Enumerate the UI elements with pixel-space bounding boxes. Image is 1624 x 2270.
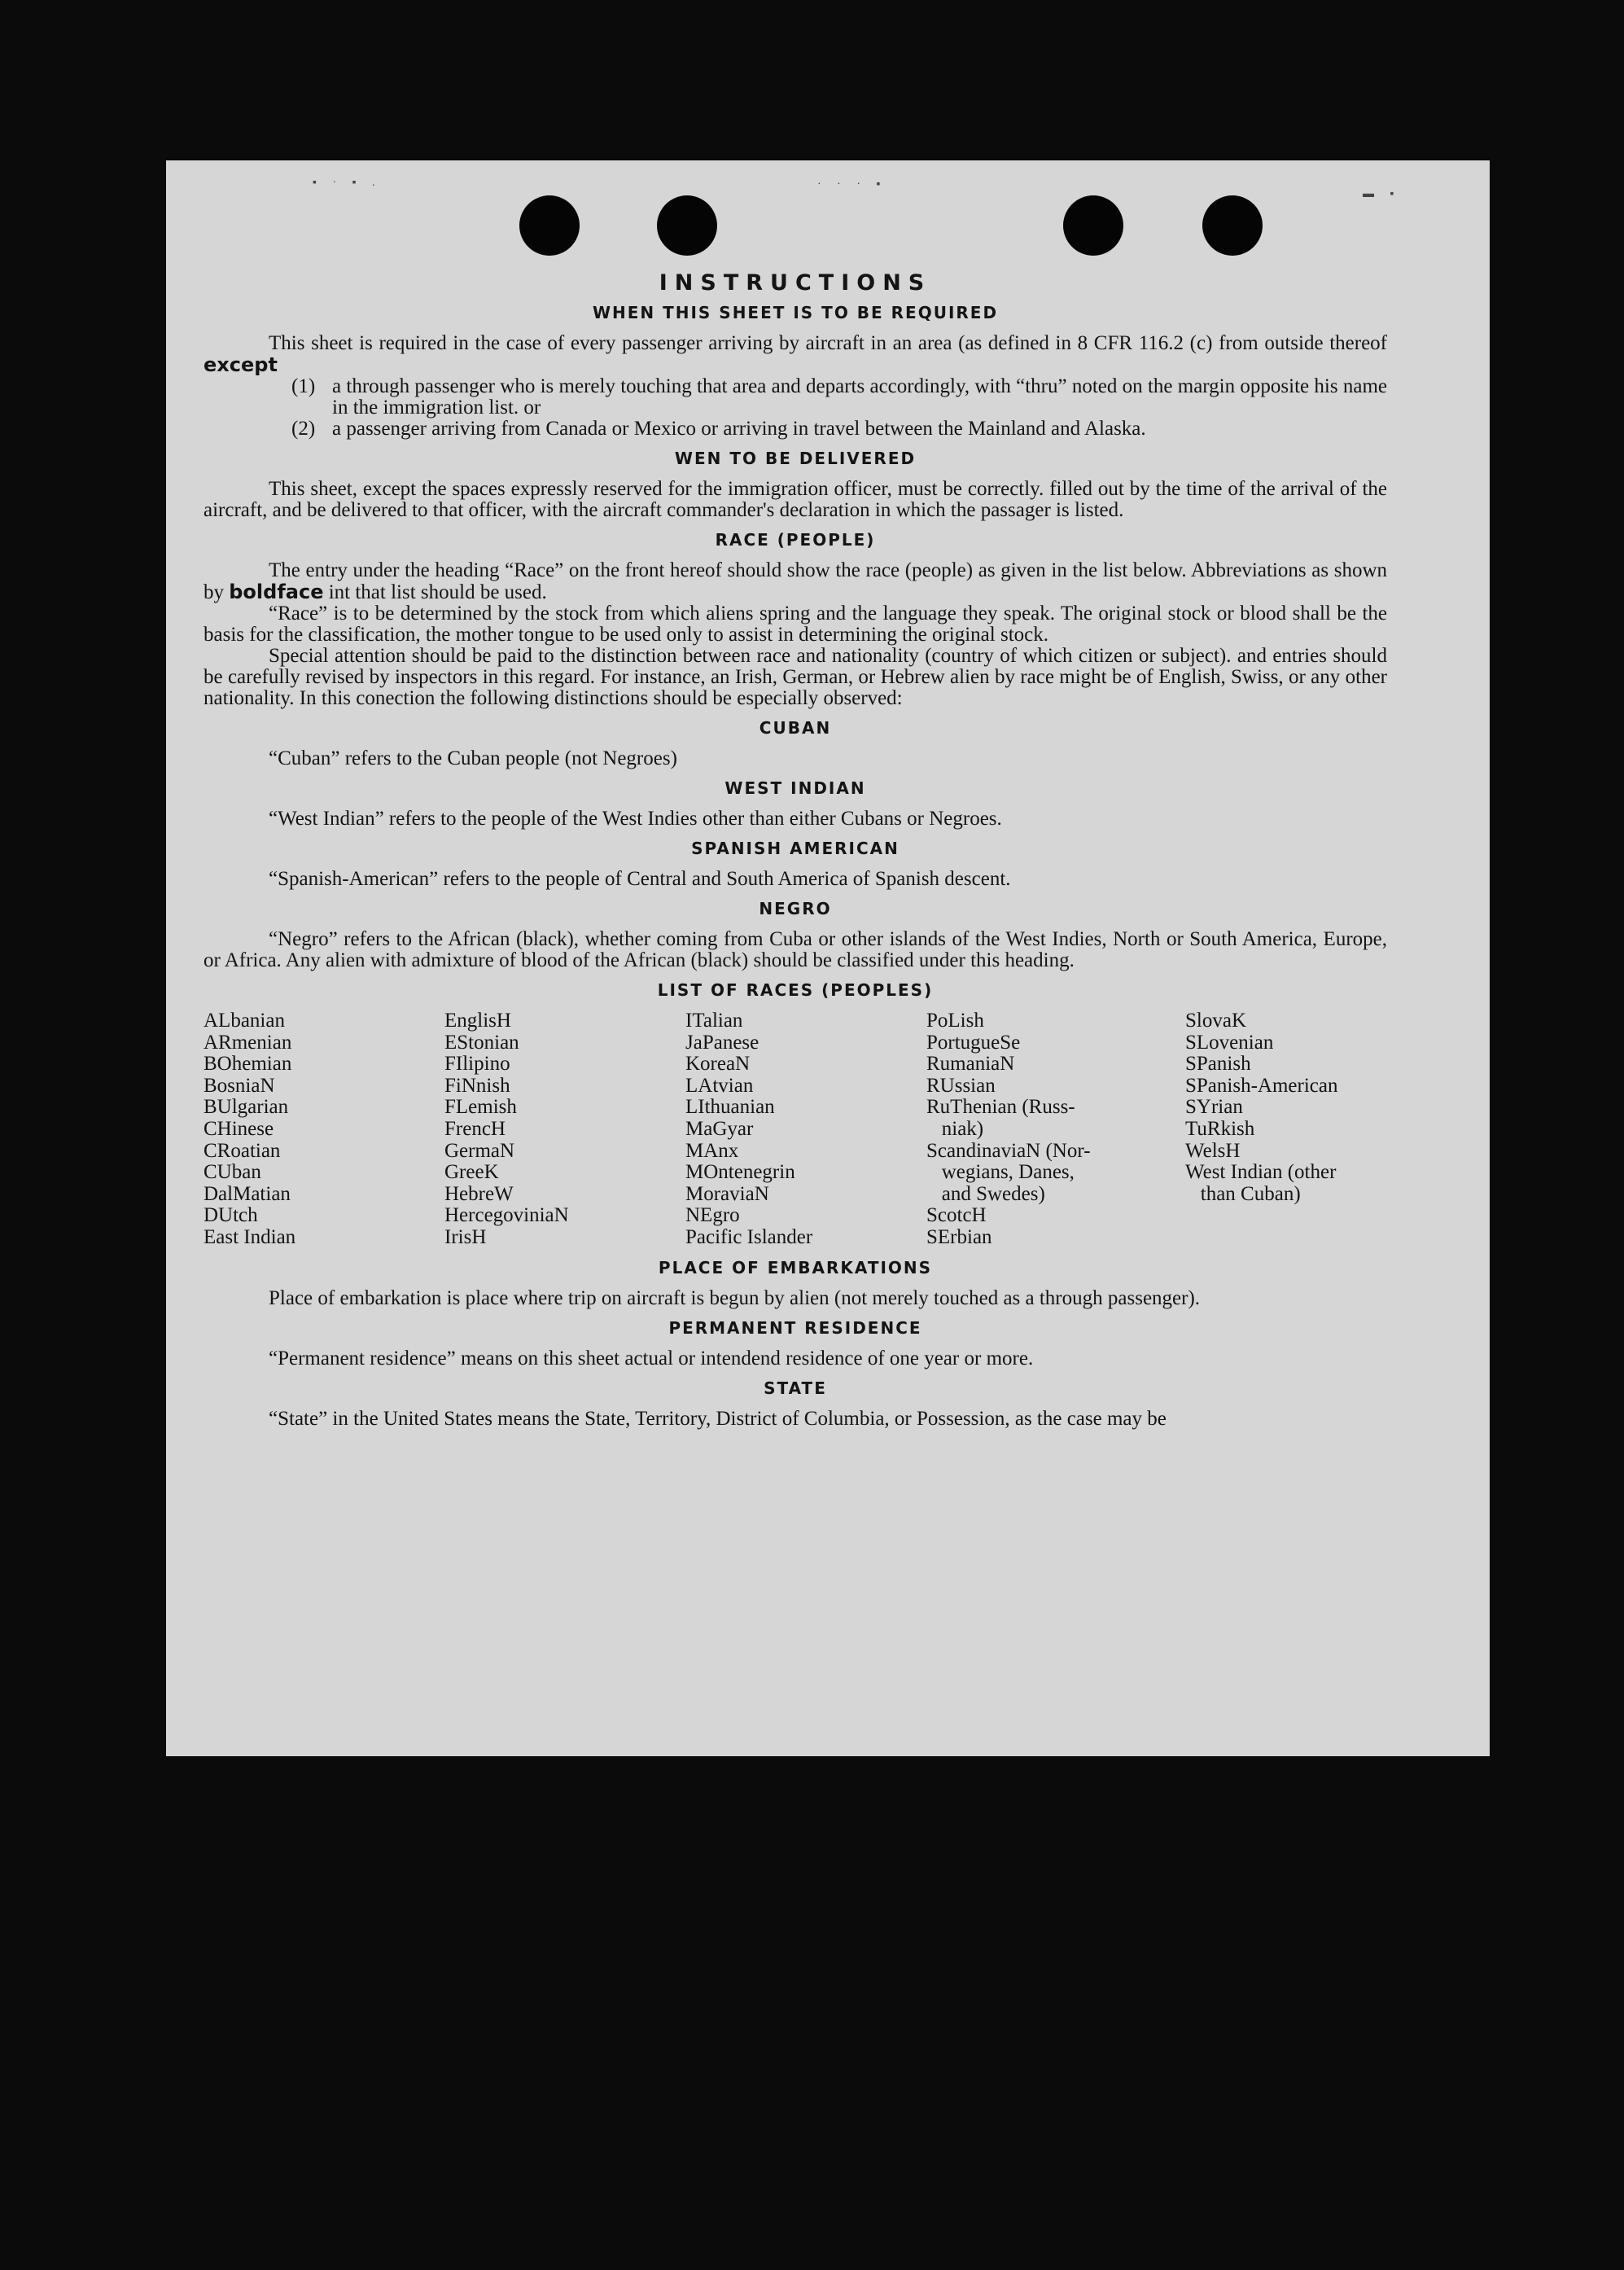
- race-text-before: The entry under the heading “Race” on the front hereof should show the race (people) as given in the list below. Abbreviations as shown by: [204, 559, 1387, 603]
- race-item: East Indian: [204, 1225, 296, 1248]
- paragraph-race-3: Special attention should be paid to the distinction between race and nationality (country of which citizen or subject). and entries should be carefully revised by inspectors in this regard. For instance, an Irish, German, or Hebrew alien by race might be of English, Swiss, or any other nationality. In this conection the following distinctions should be especially observed:: [204, 645, 1387, 709]
- exception-item: [204, 419, 1387, 440]
- punch-hole: [1202, 195, 1263, 256]
- race-item: BUlgarian: [204, 1096, 289, 1119]
- race-item: West Indian (other: [1185, 1161, 1337, 1184]
- race-item: EStonian: [444, 1031, 519, 1054]
- race-item: MoraviaN: [685, 1182, 769, 1205]
- race-item: ARmenian: [204, 1031, 292, 1054]
- race-item: WelsH: [1185, 1139, 1241, 1162]
- race-item: NEgro: [685, 1204, 740, 1227]
- paragraph-negro: “Negro” refers to the African (black), whether coming from Cuba or other islands of the West Indies, North or South America, Europe, or Africa. Any alien with admixture of blood of the African (black) should be classified under this heading.: [204, 928, 1387, 971]
- race-item: KoreaN: [685, 1053, 751, 1076]
- race-item: RUssian: [926, 1074, 996, 1097]
- heading-negro: NEGRO: [759, 899, 832, 918]
- race-item: FrencH: [444, 1117, 506, 1140]
- heading-delivered: WEN TO BE DELIVERED: [674, 449, 917, 468]
- race-text-after: int that list should be used.: [328, 581, 547, 603]
- race-item: RumaniaN: [926, 1053, 1015, 1076]
- race-item: SLovenian: [1185, 1031, 1274, 1054]
- race-item: ITalian: [685, 1010, 743, 1032]
- race-item: TuRkish: [1185, 1117, 1255, 1140]
- heading-residence: PERMANENT RESIDENCE: [668, 1317, 922, 1338]
- races-column: [444, 1010, 685, 1249]
- heading-spanish-american: SPANISH AMERICAN: [691, 839, 900, 858]
- race-item: DalMatian: [204, 1182, 291, 1205]
- exception-item: [204, 376, 1387, 419]
- race-item: ALbanian: [204, 1010, 285, 1032]
- race-item: MaGyar: [685, 1117, 754, 1140]
- race-item: CHinese: [204, 1117, 274, 1140]
- heading-races-list: LIST OF RACES (PEOPLES): [657, 980, 934, 1000]
- item-number: (2): [291, 418, 316, 440]
- race-item: MAnx: [685, 1139, 739, 1162]
- race-item: FiNnish: [444, 1074, 510, 1097]
- race-item: GermaN: [444, 1139, 515, 1162]
- heading-cuban: CUBAN: [759, 718, 832, 738]
- race-item: PortugueSe: [926, 1031, 1021, 1054]
- race-item: CUban: [204, 1161, 261, 1184]
- race-item: SYrian: [1185, 1096, 1243, 1119]
- race-item: niak): [926, 1117, 984, 1140]
- race-item: JaPanese: [685, 1031, 759, 1054]
- intro-bold-text: except: [204, 353, 278, 376]
- race-item: GreeK: [444, 1161, 499, 1184]
- races-column: [204, 1010, 444, 1249]
- paragraph-cuban: “Cuban” refers to the Cuban people (not Negroes): [269, 747, 677, 769]
- race-item: SPanish: [1185, 1053, 1251, 1076]
- paragraph-when-required: [204, 333, 1387, 376]
- race-item: DUtch: [204, 1204, 258, 1227]
- paragraph-west-indian: “West Indian” refers to the people of the West Indies other than either Cubans or Negroes.: [269, 808, 1002, 830]
- race-item: PoLish: [926, 1010, 984, 1032]
- paragraph-residence: “Permanent residence” means on this sheet actual or intendend residence of one year or more.: [269, 1347, 1034, 1369]
- paragraph-race-2: “Race” is to be determined by the stock from which aliens spring and the language they speak. The original stock or blood shall be the basis for the classification, the mother tongue to be used only to assist in determining the original stock.: [204, 603, 1387, 646]
- item-number: (1): [291, 375, 316, 397]
- paper-specks: · · · ▪: [817, 178, 887, 191]
- punch-hole: [519, 195, 580, 256]
- races-column: [685, 1010, 926, 1249]
- heading-state: STATE: [764, 1378, 827, 1398]
- instructions-content: [204, 268, 1387, 1430]
- punch-hole: [657, 195, 717, 256]
- race-item: LIthuanian: [685, 1096, 775, 1119]
- paragraph-delivered: This sheet, except the spaces expressly reserved for the immigration officer, must be correctly. filled out by the time of the arrival of the aircraft, and be delivered to that officer, with the aircraft commander's declaration in which the passager is listed.: [204, 478, 1387, 521]
- race-item: SErbian: [926, 1225, 992, 1248]
- paper-specks: ▬ ▪: [1363, 188, 1401, 200]
- race-item: Pacific Islander: [685, 1225, 813, 1248]
- race-bold-text: boldface: [229, 581, 324, 603]
- paper-specks: ▪ · ▪ .: [313, 177, 382, 189]
- race-item: than Cuban): [1185, 1182, 1301, 1205]
- race-item: BosniaN: [204, 1074, 275, 1097]
- race-item: SlovaK: [1185, 1010, 1246, 1032]
- race-item: FLemish: [444, 1096, 517, 1119]
- race-item: ScotcH: [926, 1204, 987, 1227]
- heading-race: RACE (PEOPLE): [715, 530, 876, 550]
- paragraph-state: “State” in the United States means the State, Territory, District of Columbia, or Possession, as the case may be: [269, 1407, 1167, 1430]
- heading-embarkation: PLACE OF EMBARKATIONS: [658, 1257, 933, 1277]
- paragraph-spanish-american: “Spanish-American” refers to the people of Central and South America of Spanish descent.: [269, 868, 1011, 890]
- race-item: IrisH: [444, 1225, 487, 1248]
- race-item: HebreW: [444, 1182, 514, 1205]
- race-item: ScandinaviaN (Nor-: [926, 1139, 1091, 1162]
- races-list: [204, 1010, 1387, 1249]
- item-text: a passenger arriving from Canada or Mexico or arriving in travel between the Mainland and Alaska.: [332, 418, 1146, 440]
- race-item: CRoatian: [204, 1139, 281, 1162]
- race-item: LAtvian: [685, 1074, 754, 1097]
- race-item: MOntenegrin: [685, 1161, 795, 1184]
- races-column: [926, 1010, 1185, 1249]
- page-title: INSTRUCTIONS: [659, 270, 932, 296]
- race-item: HercegoviniaN: [444, 1204, 569, 1227]
- paragraph-embarkation: Place of embarkation is place where trip on aircraft is begun by alien (not merely touched as a through passenger).: [269, 1286, 1201, 1309]
- race-item: FIlipino: [444, 1053, 510, 1076]
- race-item: and Swedes): [926, 1182, 1045, 1205]
- paragraph-race-1: [204, 560, 1387, 603]
- document-sheet: [166, 160, 1490, 1756]
- race-item: wegians, Danes,: [926, 1161, 1075, 1184]
- intro-text: This sheet is required in the case of every passenger arriving by aircraft in an area (as defined in 8 CFR 116.2 (c) from outside thereof: [269, 332, 1387, 354]
- race-item: BOhemian: [204, 1053, 292, 1076]
- punch-hole: [1063, 195, 1123, 256]
- race-item: RuThenian (Russ-: [926, 1096, 1075, 1119]
- item-text: a through passenger who is merely touching that area and departs accordingly, with “thru” noted on the margin opposite his name in the immigration list. or: [332, 375, 1387, 419]
- race-item: SPanish-American: [1185, 1074, 1338, 1097]
- race-item: EnglisH: [444, 1010, 511, 1032]
- heading-when-required: WHEN THIS SHEET IS TO BE REQUIRED: [592, 303, 999, 322]
- heading-west-indian: WEST INDIAN: [724, 778, 866, 798]
- races-column: [1185, 1010, 1387, 1249]
